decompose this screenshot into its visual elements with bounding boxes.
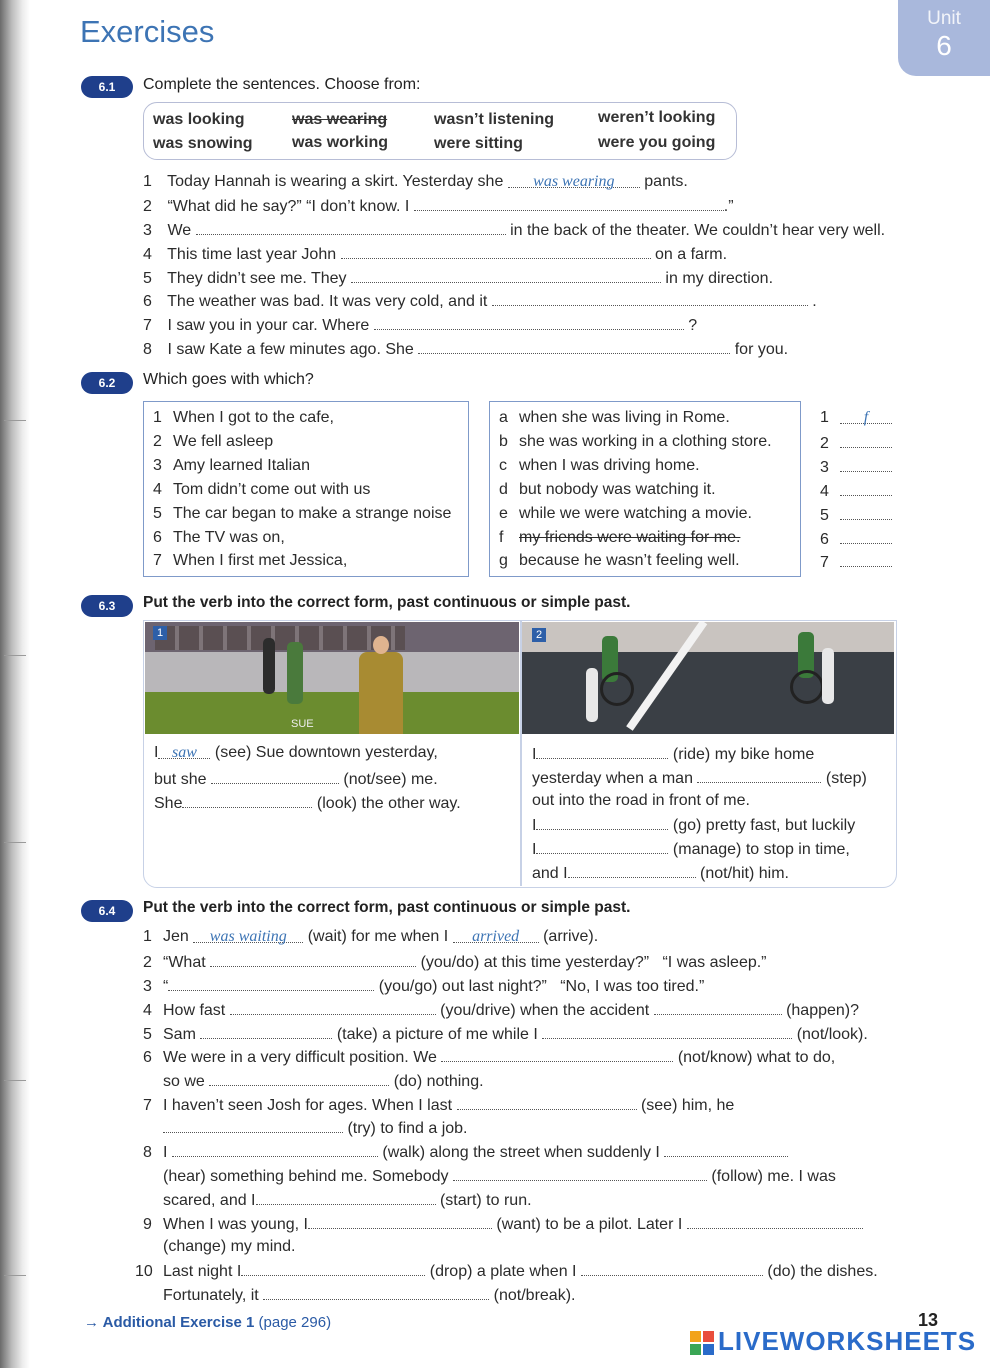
ex64-item-9-cont: (change) my mind.: [163, 1238, 296, 1255]
match-answer-5: 5: [820, 505, 892, 525]
answer-blank[interactable]: [351, 268, 661, 283]
answer-text: arrived: [472, 928, 520, 945]
answer-blank[interactable]: [654, 1000, 782, 1015]
match-answer-2: 2: [820, 433, 892, 453]
answer-blank[interactable]: [687, 1214, 863, 1229]
answer-blank[interactable]: [697, 768, 821, 783]
item-text: This time last year John: [167, 246, 337, 263]
item-text: “What did he say?” “I don’t know. I: [167, 198, 410, 215]
item-text: They didn’t see me. They: [167, 270, 347, 287]
ex61-item-1: [143, 173, 688, 191]
ex64-item-6-cont: so we (do) nothing.: [163, 1073, 484, 1090]
item-number: 3: [143, 222, 152, 239]
left-text: When I first met Jessica,: [173, 552, 348, 569]
answer-blank[interactable]: [241, 1261, 425, 1276]
ex64-item-5: 5 Sam (take) a picture of me while I (not/look).: [143, 1026, 868, 1043]
answer-blank[interactable]: [536, 744, 668, 759]
ex61-item-6: [143, 291, 817, 311]
item-text: for you.: [734, 341, 789, 358]
right-text: when she was living in Rome.: [519, 409, 730, 426]
answer-blank[interactable]: [168, 976, 374, 991]
picture-2-number: 2: [532, 628, 546, 642]
ex64-item-8-cont1: (hear) something behind me. Somebody (follow) me. I was: [163, 1168, 836, 1185]
item-text: .”: [723, 198, 734, 215]
left-text: Amy learned Italian: [173, 457, 310, 474]
answer-blank[interactable]: [453, 1166, 707, 1181]
ex61-item-5: [143, 268, 773, 288]
left-item-6: 6 The TV was on,: [153, 529, 285, 546]
answer-blank[interactable]: [840, 552, 892, 567]
option-were-you-going: were you going: [598, 134, 716, 151]
ex64-item-1: 1 Jen was waiting (wait) for me when I arrived (arrive).: [143, 928, 599, 945]
left-text: The car began to make a strange noise: [173, 505, 452, 522]
ex64-item-3: 3 “ (you/go) out last night?” “No, I was too tired.”: [143, 978, 705, 995]
item-text: .: [812, 293, 817, 310]
ex61-item-7: [143, 315, 697, 335]
answer-blank[interactable]: [457, 1095, 637, 1110]
answer-text: f: [863, 409, 869, 426]
ex64-item-2: 2 “What (you/do) at this time yesterday?” “I was asleep.”: [143, 954, 767, 971]
item-text: ?: [688, 317, 698, 334]
left-item-7: 7 When I first met Jessica,: [153, 552, 348, 569]
right-text: my friends were waiting for me.: [519, 529, 741, 546]
answer-blank[interactable]: [840, 529, 892, 544]
left-item-3: 3 Amy learned Italian: [153, 457, 310, 474]
answer-blank[interactable]: [664, 1142, 788, 1157]
ex63-story1-line1: I saw (see) Sue downtown yesterday,: [154, 744, 438, 761]
answer-blank[interactable]: [536, 839, 668, 854]
exercise-6-1-badge: 6.1: [81, 76, 133, 98]
right-text: because he wasn’t feeling well.: [519, 552, 740, 569]
match-answer-7: 7: [820, 552, 892, 572]
ex63-story2-line6: and I (not/hit) him.: [532, 865, 789, 882]
right-item-a: a when she was living in Rome.: [499, 409, 730, 426]
item-text: Today Hannah is wearing a skirt. Yesterday she: [167, 173, 504, 190]
ex64-item-7: 7 I haven’t seen Josh for ages. When I last (see) him, he: [143, 1097, 735, 1114]
left-item-1: 1 When I got to the cafe,: [153, 409, 334, 426]
option-werent-looking: weren’t looking: [598, 109, 716, 126]
answer-blank[interactable]: [200, 1024, 332, 1039]
item-number: 7: [143, 317, 152, 334]
right-text: when I was driving home.: [519, 457, 700, 474]
picture-1-street-scene: [145, 622, 519, 734]
unit-tab: [898, 0, 990, 76]
answer-text: was wearing: [533, 173, 615, 190]
item-number: 2: [143, 198, 152, 215]
left-text: We fell asleep: [173, 433, 274, 450]
ex64-item-7-cont: (try) to find a job.: [163, 1118, 468, 1138]
answer-blank[interactable]: [158, 744, 210, 759]
answer-blank[interactable]: [492, 291, 808, 306]
option-wasnt-listening: wasn’t listening: [434, 111, 555, 128]
match-answer-4: 4: [820, 481, 892, 501]
book-spine: [0, 0, 30, 1368]
picture-2-road-scene: [522, 622, 894, 734]
right-text: but nobody was watching it.: [519, 481, 716, 498]
right-text: she was working in a clothing store.: [519, 433, 772, 450]
answer-blank[interactable]: [542, 1024, 792, 1039]
option-was-snowing: was snowing: [153, 135, 253, 152]
answer-blank[interactable]: [374, 315, 684, 330]
exercise-6-3-badge: 6.3: [81, 595, 133, 617]
answer-blank[interactable]: [341, 244, 651, 259]
answer-blank[interactable]: [840, 433, 892, 448]
answer-blank[interactable]: [453, 928, 539, 943]
answer-blank[interactable]: [196, 220, 506, 235]
left-item-5: 5 The car began to make a strange noise: [153, 505, 452, 522]
left-text: When I got to the cafe,: [173, 409, 334, 426]
additional-exercise-link[interactable]: → Additional Exercise 1 (page 296): [84, 1314, 332, 1331]
answer-blank[interactable]: [211, 769, 339, 784]
right-item-e: e while we were watching a movie.: [499, 505, 752, 522]
item-text: The weather was bad. It was very cold, and it: [167, 293, 488, 310]
answer-blank[interactable]: [840, 409, 892, 424]
answer-text: was waiting: [209, 928, 287, 945]
ex61-item-3: [143, 220, 885, 240]
item-text: I saw you in your car. Where: [167, 317, 370, 334]
answer-blank[interactable]: [182, 793, 312, 808]
match-answer-3: 3: [820, 457, 892, 477]
item-text: in the back of the theater. We couldn’t hear very well.: [510, 222, 886, 239]
ex64-item-4: 4 How fast (you/drive) when the accident (happen)?: [143, 1002, 860, 1019]
exercise-6-4-badge: 6.4: [81, 900, 133, 922]
right-item-g: g because he wasn’t feeling well.: [499, 552, 740, 569]
item-text: on a farm.: [655, 246, 728, 263]
picture-1-number: 1: [153, 626, 167, 640]
right-item-c: c when I was driving home.: [499, 457, 700, 474]
item-number: 1: [143, 173, 152, 190]
answer-blank[interactable]: [568, 863, 696, 878]
item-number: 6: [143, 293, 152, 310]
unit-label: Unit: [927, 8, 961, 29]
item-text: pants.: [644, 173, 688, 190]
ex64-item-6: 6 We were in a very difficult position. We (not/know) what to do,: [143, 1049, 836, 1066]
right-item-f: f my friends were waiting for me.: [499, 529, 741, 546]
answer-blank[interactable]: [418, 339, 730, 354]
answer-blank[interactable]: [230, 1000, 436, 1015]
ex63-story2-line3: out into the road in front of me.: [532, 792, 750, 809]
exercise-6-1-instruction: Complete the sentences. Choose from:: [143, 76, 421, 93]
page-title: Exercises: [80, 14, 215, 49]
ex64-item-8-cont2: scared, and I (start) to run.: [163, 1192, 532, 1209]
ex63-story2-line1: I (ride) my bike home: [532, 746, 815, 763]
answer-text: saw: [172, 744, 197, 761]
ex64-item-9: 9 When I was young, I (want) to be a pilot. Later I: [143, 1214, 863, 1234]
left-item-4: 4 Tom didn’t come out with us: [153, 481, 371, 498]
answer-blank[interactable]: [172, 1142, 378, 1157]
ex63-story1-line3: She (look) the other way.: [154, 795, 461, 812]
option-was-looking: was looking: [153, 111, 245, 128]
answer-blank[interactable]: [840, 505, 892, 520]
right-item-d: d but nobody was watching it.: [499, 481, 716, 498]
item-number: 5: [143, 270, 152, 287]
item-text: I saw Kate a few minutes ago. She: [167, 341, 414, 358]
page-number: 13: [918, 1310, 939, 1330]
liveworksheets-brand: LIVEWORKSHEETS: [718, 1326, 977, 1356]
match-answer-1: 1 f: [820, 409, 892, 427]
answer-blank[interactable]: [210, 952, 416, 967]
answer-blank[interactable]: [308, 1214, 492, 1229]
ex61-item-8: [143, 339, 788, 359]
answer-blank[interactable]: [840, 457, 892, 472]
ex61-item-2: [143, 196, 734, 216]
liveworksheets-logo-icon: [690, 1331, 714, 1355]
answer-blank[interactable]: [163, 1118, 343, 1133]
ex64-item-10-cont: Fortunately, it (not/break).: [163, 1287, 576, 1304]
ex63-story1-line2: but she (not/see) me.: [154, 771, 438, 788]
option-was-wearing: was wearing: [292, 111, 388, 128]
answer-blank[interactable]: [414, 196, 724, 211]
ex64-item-10: 10 Last night I (drop) a plate when I (do) the dishes.: [135, 1263, 878, 1280]
ex64-item-8: 8 I (walk) along the street when suddenly I: [143, 1142, 788, 1162]
left-item-2: 2 We fell asleep: [153, 433, 274, 450]
right-item-b: b she was working in a clothing store.: [499, 433, 772, 450]
answer-blank[interactable]: [263, 1285, 489, 1300]
right-text: while we were watching a movie.: [519, 505, 752, 522]
ex63-story2-line4: I (go) pretty fast, but luckily: [532, 817, 856, 834]
answer-blank[interactable]: [840, 481, 892, 496]
item-number: 4: [143, 246, 152, 263]
answer-blank[interactable]: [193, 928, 303, 943]
answer-blank[interactable]: [209, 1071, 389, 1086]
option-was-working: was working: [292, 134, 389, 151]
ex61-item-4: [143, 244, 727, 264]
option-were-sitting: were sitting: [434, 135, 523, 152]
item-number: 8: [143, 341, 152, 358]
answer-blank[interactable]: [441, 1047, 673, 1062]
item-text: in my direction.: [665, 270, 774, 287]
exercise-6-2-badge: 6.2: [81, 372, 133, 394]
unit-number: 6: [936, 30, 952, 61]
match-answer-6: 6: [820, 529, 892, 549]
answer-blank[interactable]: [581, 1261, 763, 1276]
answer-blank[interactable]: [256, 1190, 436, 1205]
exercise-6-2-instruction: Which goes with which?: [143, 371, 314, 388]
answer-blank[interactable]: [508, 173, 640, 188]
exercise-6-3-instruction: Put the verb into the correct form, past continuous or simple past.: [143, 594, 631, 611]
answer-blank[interactable]: [536, 815, 668, 830]
item-text: We: [167, 222, 192, 239]
ex63-story2-line2: yesterday when a man (step): [532, 770, 867, 787]
ex63-story2-line5: I (manage) to stop in time,: [532, 841, 850, 858]
left-text: Tom didn’t come out with us: [173, 481, 371, 498]
sue-caption: SUE: [291, 718, 314, 730]
left-text: The TV was on,: [173, 529, 285, 546]
exercise-6-4-instruction: Put the verb into the correct form, past continuous or simple past.: [143, 899, 631, 916]
